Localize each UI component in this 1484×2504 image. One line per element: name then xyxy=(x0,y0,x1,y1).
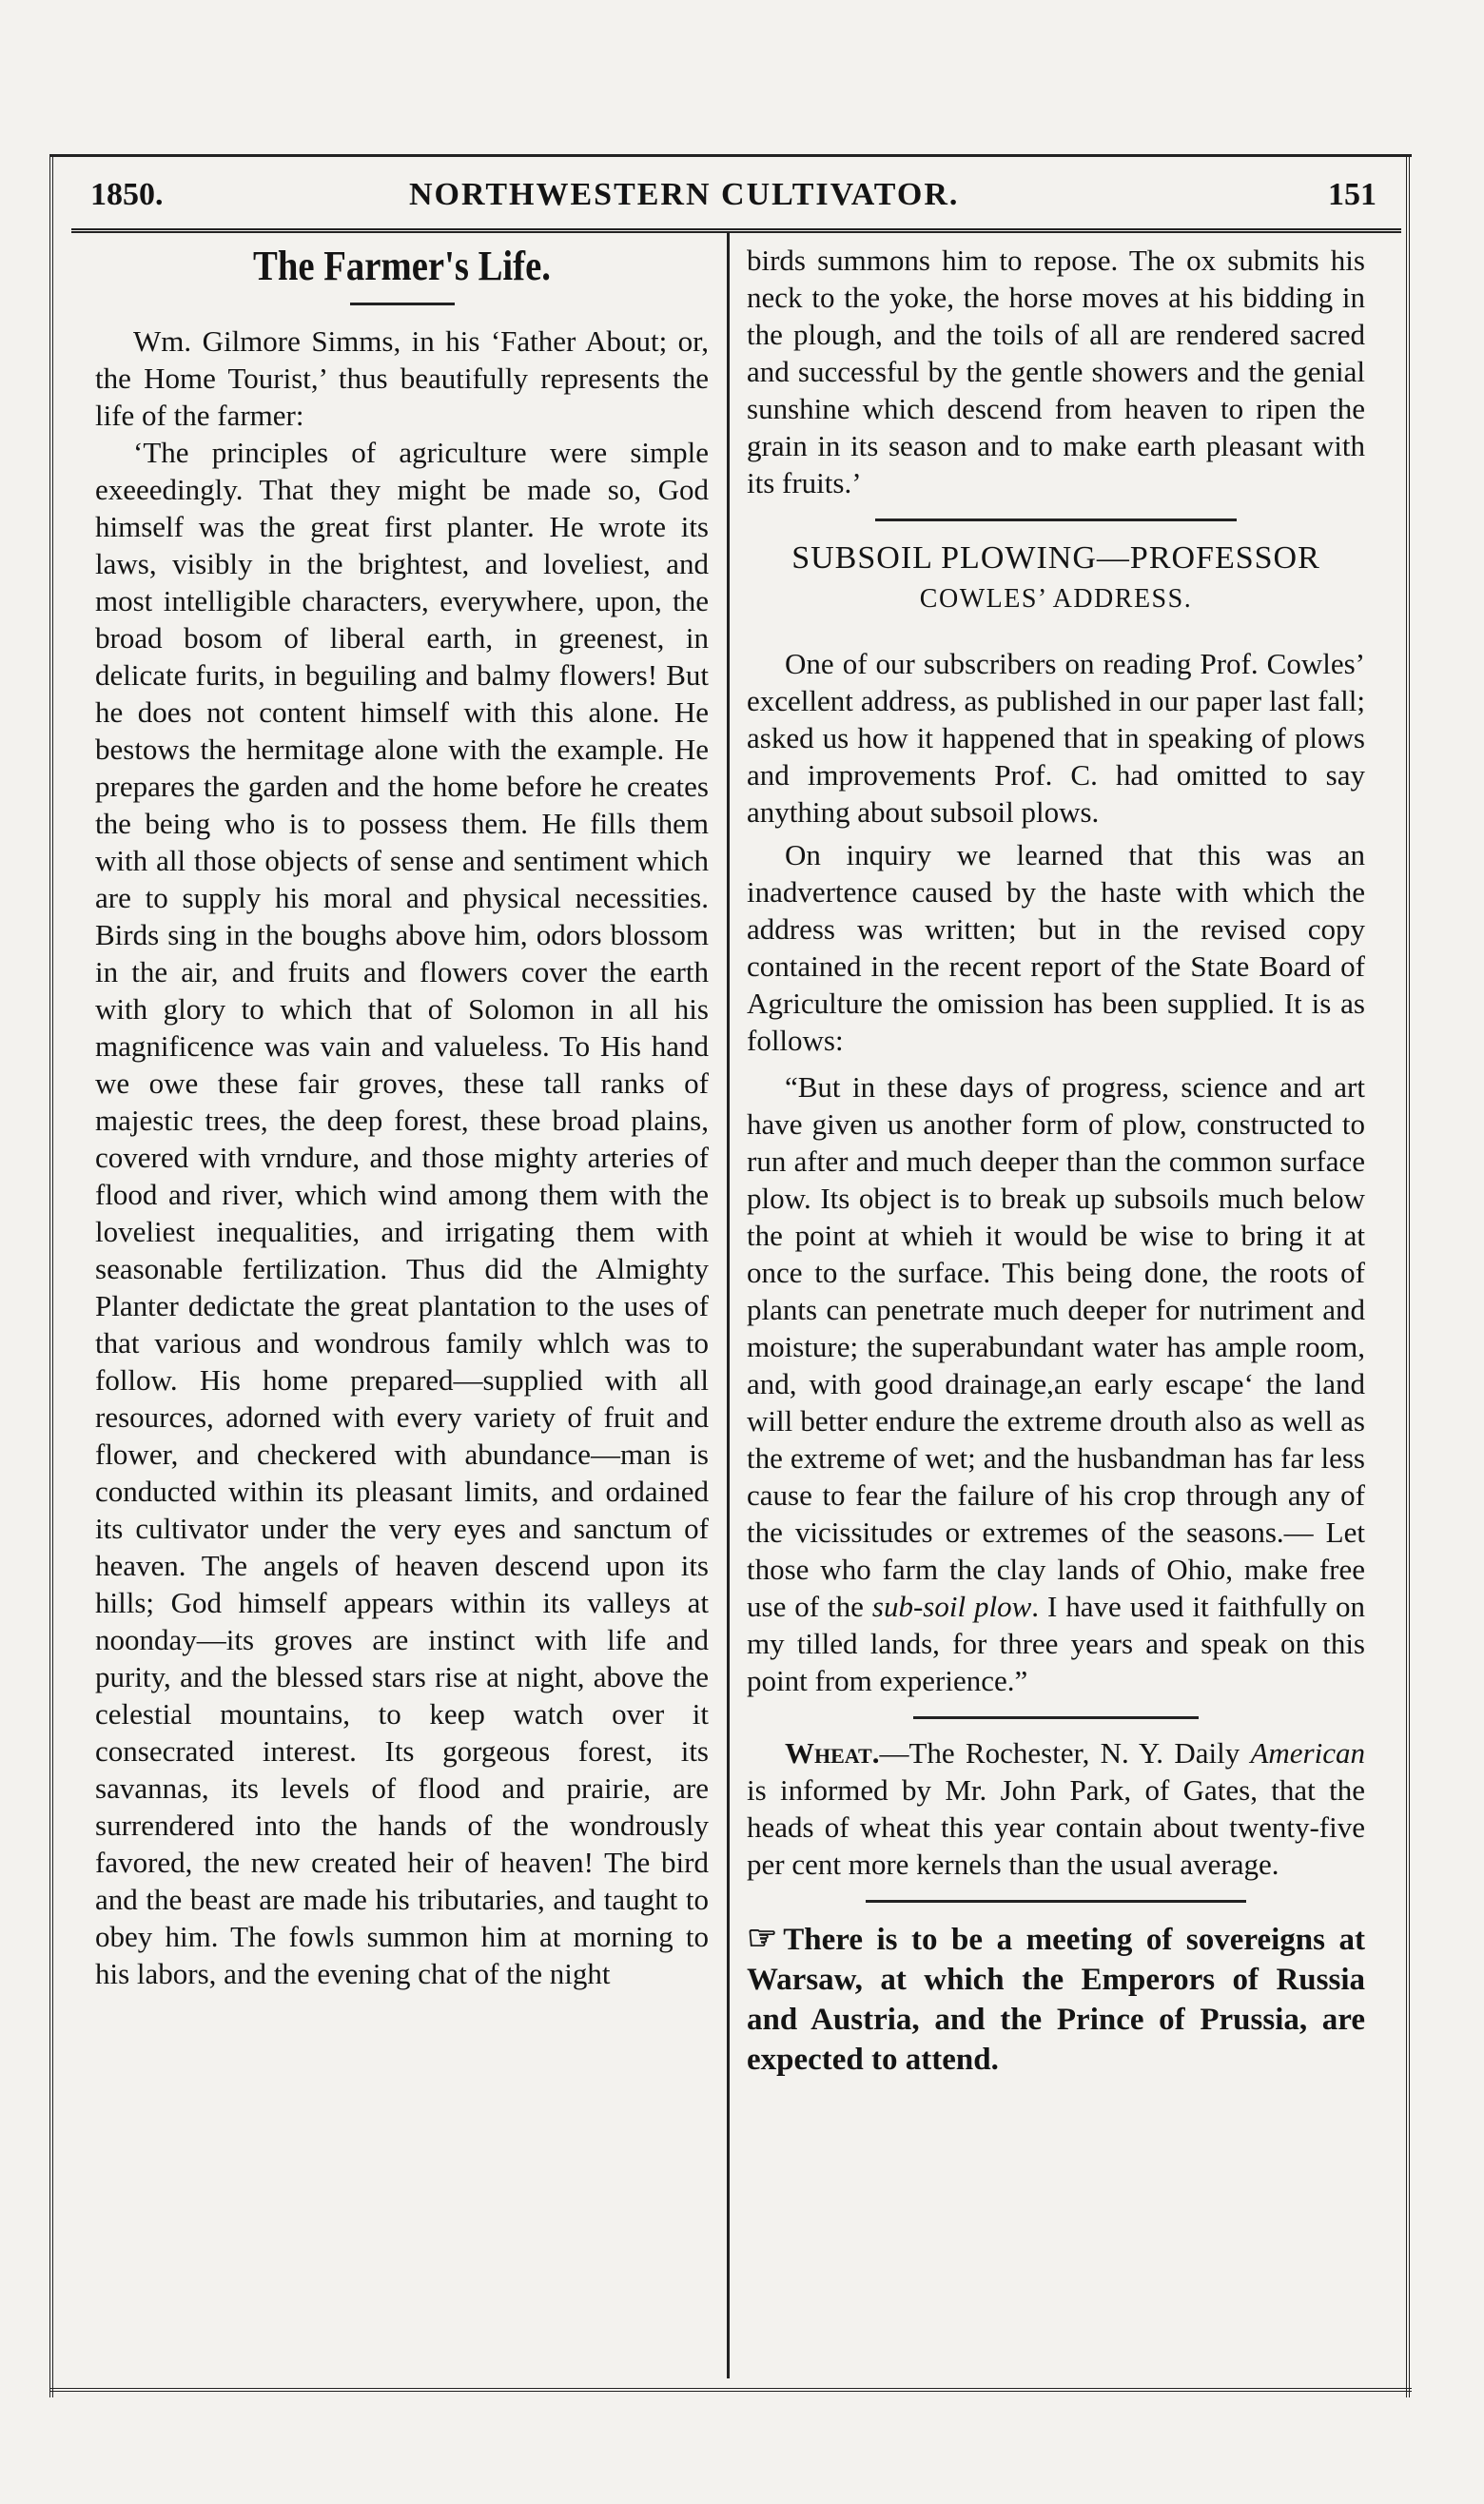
pointing-hand-icon: ☞ xyxy=(747,1919,778,1957)
frame-bottom-rule xyxy=(49,2388,1412,2392)
sovereigns-text: There is to be a meeting of sovereigns at Warsaw, at which the Emperors of Russia and Austria, and the Prince of Prussia, are expected to attend. xyxy=(747,1923,1365,2077)
frame-top-rule xyxy=(49,154,1412,157)
section-rule-3 xyxy=(866,1900,1246,1903)
subsoil-quote-italic: sub-soil plow xyxy=(871,1590,1032,1623)
subsoil-quote xyxy=(747,1068,1365,1699)
running-header xyxy=(90,169,1384,226)
wheat-italic: American xyxy=(1250,1736,1365,1770)
subsoil-quote-text-a: “But in these days of progress, science and art have given us another form of plow, constructed to run after and much deeper than the common surface plow. Its object is to break up subsoils much below the point at whieh it would be wise to bring it at once to the surface. This being done, the roots of plants can penetrate much deeper for nutriment and moisture; the superabundant water has ample room, and, with good drainage,an early escape‘ the land will better endure the extreme drouth also as well as the extreme of wet; and the husbandman has far less cause to fear the failure of his crop through any of the vicissitudes or extremes of the seasons.— Let those who farm the clay lands of Ohio, make free use of the xyxy=(747,1070,1365,1623)
frame-left-rule xyxy=(49,157,53,2397)
right-column xyxy=(747,242,1365,2080)
subsoil-paragraph-2: On inquiry we learned that this was an inadvertence caused by the haste with which the address was written; but in the revised copy contained in the recent report of the State Board of Agriculture the omission has been supplied. It is as follows: xyxy=(747,838,1365,1057)
sovereigns-item xyxy=(747,1918,1365,2080)
subsoil-quote-text-b: . I have used it faithfully on my tilled lands, for three years and speak on this point from experience.” xyxy=(747,1590,1365,1697)
section-rule-2 xyxy=(913,1716,1199,1719)
article-intro: Wm. Gilmore Simms, in his ‘Father About; or, the Home Tourist,’ thus beautifully represents the life of the farmer: xyxy=(95,324,709,432)
subsoil-subtitle: COWLES’ ADDRESS. xyxy=(919,584,1193,614)
frame-right-rule xyxy=(1406,157,1410,2397)
subsoil-title: SUBSOIL PLOWING—PROFESSOR xyxy=(791,540,1320,576)
article-continuation: birds summons him to repose. The ox submits his neck to the yoke, the horse moves at his bidding in the plough, and the toils of all are rendered sacred and successful by the gentle showers and the genial sunshine which descend from heaven to ripen the grain in its season and to make earth pleasant with its fruits.’ xyxy=(747,244,1365,499)
wheat-text-b: is informed by Mr. John Park, of Gates, that the heads of wheat this year contain about twenty-five per cent more kernels than the usual average. xyxy=(747,1773,1365,1881)
article-title-farmers-life: The Farmer's Life. xyxy=(253,243,551,289)
article-body: ‘The principles of agriculture were simple exeeedingly. That they might be made so, God himself was the great first planter. He wrote its laws, visibly in the brightest, and loveliest, and most intelligible characters, everywhere, upon, the broad bosom of liberal earth, in greenest, in delicate furits, in beguiling and balmy flowers! But he does not content himself with this alone. He bestows the hermitage alone with the example. He prepares the garden and the home before he creates the being who is to possess them. He fills them with all those objects of sense and sentiment which are to supply his moral and physical necessities. Birds sing in the boughs above him, odors blossom in the air, and fruits and flowers cover the earth with glory to which that of Solomon in all his magnificence was vain and valueless. To His hand we owe these fair groves, these tall ranks of majestic trees, the deep forest, these broad plains, covered with vrndure, and those mighty arteries of flood and river, which wind among them with the loveliest inequalities, and irrigating them with seasonable fertilization. Thus did the Almighty Planter dedictate the great plantation to the uses of that various and wondrous family whlch was to follow. His home prepared—supplied with all resources, adorned with every variety of fruit and flower, and checkered with abundance—man is conducted within its pleasant limits, and ordained its cultivator under the very eyes and sanctum of heaven. The angels of heaven descend upon its hills; God himself appears within its valleys at noonday—its groves are instinct with life and purity, and the blessed stars rise at night, above the celestial mountains, to keep watch over it consecrated interest. Its gorgeous forest, its savannas, its levels of flood and prairie, are surrendered into the hands of the wondrously favored, the new created heir of heaven! The bird and the beast are made his tributaries, and taught to obey him. The fowls summon him at morning to his labors, and the evening chat of the night xyxy=(95,436,709,1990)
header-rule xyxy=(71,228,1401,233)
left-column xyxy=(95,240,709,1992)
wheat-text-a: —The Rochester, N. Y. Daily xyxy=(879,1736,1251,1770)
column-divider xyxy=(727,233,730,2378)
wheat-label: Wheat. xyxy=(785,1736,880,1770)
wheat-item xyxy=(747,1734,1365,1883)
header-title: NORTHWESTERN CULTIVATOR. xyxy=(409,177,960,212)
title-rule xyxy=(350,303,455,305)
header-page-number: 151 xyxy=(1328,177,1377,212)
subsoil-paragraph-1: One of our subscribers on reading Prof. Cowles’ excellent address, as published in our paper last fall; asked us how it happened that in speaking of plows and improvements Prof. C. had omitted to say anything about subsoil plows. xyxy=(747,647,1365,829)
section-rule xyxy=(875,518,1237,521)
header-year: 1850. xyxy=(90,177,164,212)
